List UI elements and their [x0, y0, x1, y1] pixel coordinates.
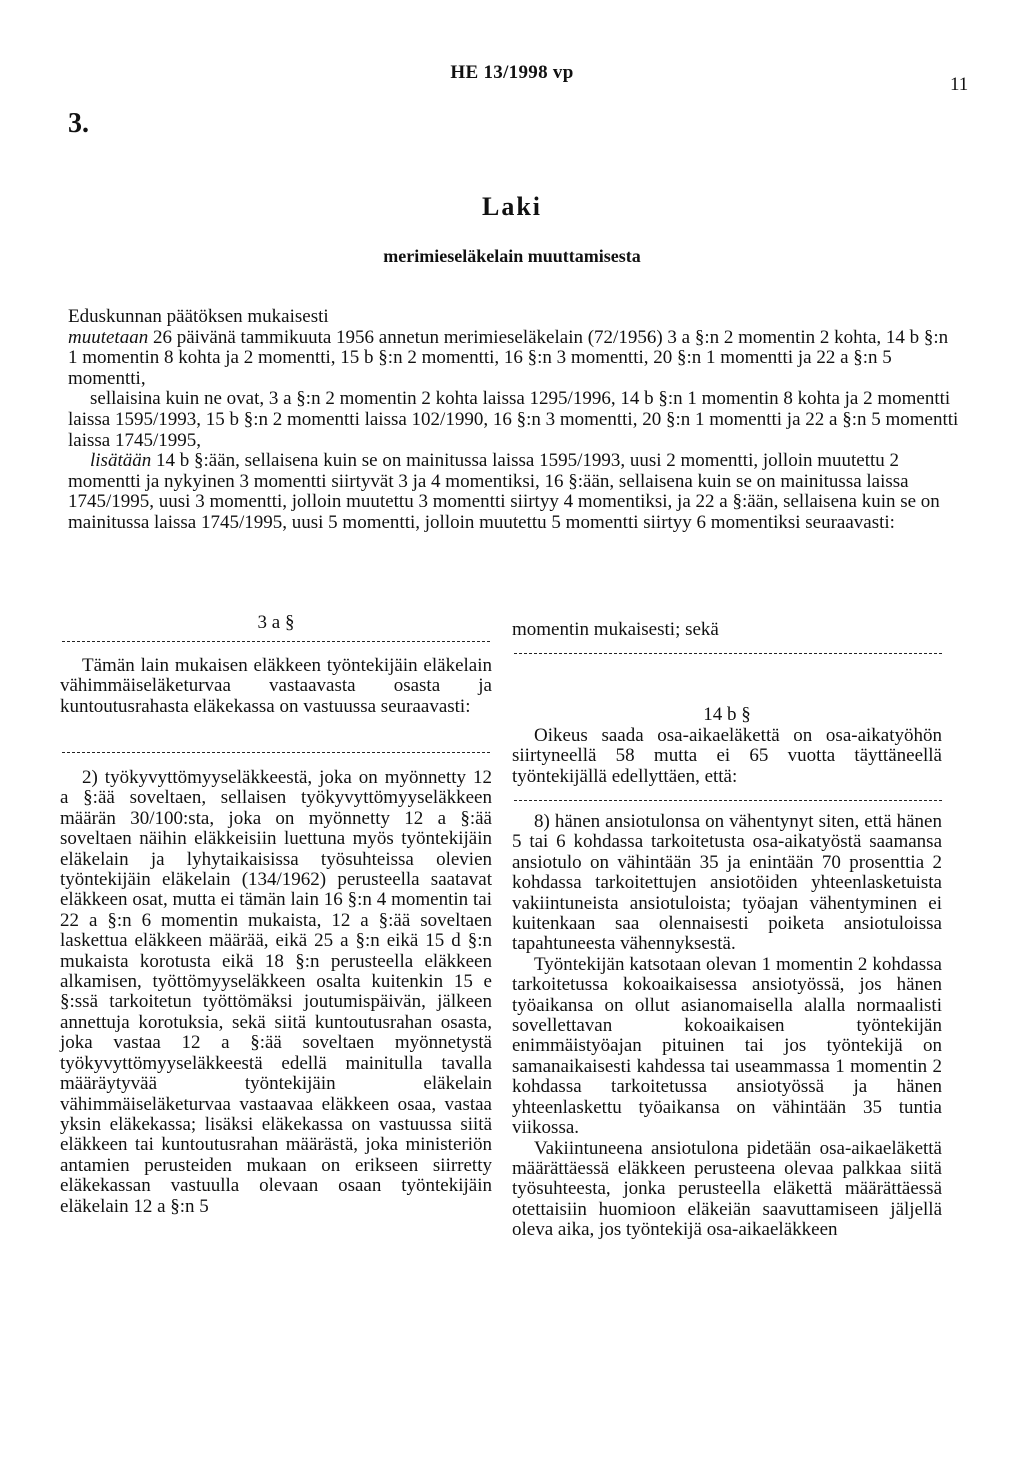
section-14b-paragraph-3: Vakiintuneena ansiotulona pidetään osa-aikaeläkettä määrättäessä eläkkeen perusteena olevaa palkkaa siitä työsuhteesta, jonka perusteella eläkettä määrättäessä otettaisiin huomioon eläkeiän saavuttamiseen jäljellä oleva aika, jos työntekijä osa-aikaeläkkeen — [512, 1137, 942, 1241]
preamble — [68, 307, 960, 534]
omission-divider — [62, 641, 490, 642]
page-number: 11 — [950, 74, 969, 95]
add-text: 14 b §:ään, sellaisena kuin se on mainitussa laissa 1595/1993, uusi 2 momentti, jolloin muutettu 2 momentti ja nykyinen 3 momentti siirtyvät 3 ja 4 momentiksi, 16 §:ään, sellaisena kuin se on mainitussa laissa 1745/1995, uusi 3 momentti, jolloin muutettu 3 momentti siirtyy 4 momentiksi, ja 22 a §:ään, sellaisena kuin se on mainitussa laissa 1745/1995, uusi 5 momentti, jolloin muutettu 5 momentti siirtyy 6 momentiksi seuraavasti: — [68, 450, 940, 533]
section-3a-intro — [60, 656, 492, 717]
law-title: Laki — [481, 192, 543, 221]
preamble-line: Eduskunnan päätöksen mukaisesti — [68, 306, 329, 327]
omission-divider — [62, 752, 490, 753]
omission-divider — [514, 653, 942, 654]
as-clause: sellaisina kuin ne ovat, 3 a §:n 2 momentin 2 kohta laissa 1295/1996, 14 b §:n 1 momentin 8 kohta ja 2 momentti laissa 1595/1993, 15 b §:n 2 momentti laissa 102/1990, 16 §:n 3 momentti, 20 §:n 1 momentti ja 22 a §:n 5 momentti laissa 1745/1995, — [68, 388, 959, 451]
add-keyword: lisätään — [90, 450, 152, 472]
amend-text: 26 päivänä tammikuuta 1956 annetun merimieseläkelain (72/1956) 3 a §:n 2 momentin 2 kohta, 14 b §:n 1 momentin 8 kohta ja 2 momentti, 15 b §:n 2 momentti, 16 §:n 3 momentti, 20 §:n 1 momentti ja 22 a §:n 5 momentti, — [68, 326, 949, 389]
section-3a-paragraph: Tämän lain mukaisen eläkkeen työntekijäin eläkelain vähimmäiseläketurvaa vastaavasta osasta ja kuntoutusrahasta eläkekassa on vastuussa seuraavasti: — [60, 655, 492, 717]
section-heading-14b: 14 b § — [703, 704, 751, 725]
omission-divider — [514, 800, 942, 801]
continuation-line — [512, 620, 942, 640]
section-heading-3a: 3 a § — [257, 612, 295, 633]
section-number: 3. — [68, 108, 89, 139]
amend-clause — [68, 328, 960, 390]
section-14b-paragraph-2: Työntekijän katsotaan olevan 1 momentin 2 kohdassa tarkoitetussa kokoaikaisessa ansiotyössä, jos hänen työaikansa on ollut asianomaisella alalla normaalisti sovellettavan kokoaikaisen työntekijän enimmäistyöajan pituinen tai jos työntekijä on samanaikaisesti kahdessa tai useammassa 1 momentin 2 kohdassa tarkoitetussa ansiotyössä ja hänen yhteenlaskettu työaikansa on vähintään 35 tuntia viikossa. — [512, 953, 942, 1139]
amend-keyword: muutetaan — [68, 326, 149, 348]
section-14b-paragraph: Oikeus saada osa-aikaeläkettä on osa-aikatyöhön siirtyneellä 58 mutta ei 65 vuotta täyttäneellä työntekijällä edellyttäen, että: — [512, 725, 942, 787]
section-3a-item-2 — [60, 768, 492, 1217]
add-clause — [68, 451, 960, 533]
section-14b-intro — [512, 726, 942, 787]
document-reference: HE 13/1998 vp — [450, 62, 574, 83]
section-14b-body — [512, 812, 942, 1241]
continuation-text: momentin mukaisesti; sekä — [512, 619, 719, 640]
section-3a-item-paragraph: 2) työkyvyttömyyseläkkeestä, joka on myönnetty 12 a §:ää soveltaen, sellaisen työkyvyttömyyseläkkeen määrän 30/100:sta, joka on myönnetty 12 a §:ää soveltaen näihin eläkkeisiin luettuna myös työntekijäin eläkelain ja lyhytaikaisissa työsuhteissa olevien työntekijäin eläkelain (134/1962) perusteella saatavat eläkkeen osat, mutta ei tämän lain 16 §:n 4 momentin tai 22 a §:n 6 momentin mukaista, 12 a §:ää soveltaen laskettua eläkkeen määrää, eikä 25 a §:n eikä 15 d §:n mukaista korotusta eikä 18 §:n perusteella eläkkeen alkamisen, työttömyyseläkkeen osalta kuitenkin 15 e §:ssä tarkoitetun työttömäksi joutumispäivän, jälkeen annettuja korotuksia, sekä siitä kuntoutusrahan osasta, joka vastaa 12 a §:ää soveltaen myönnetystä työkyvyttömyyseläkkeestä edellä mainitulla tavalla määräytyvää työntekijäin eläkelain vähimmäiseläketurvaa vastaavaa eläkkeen osaa, vastaa yksin eläkekassa; lisäksi eläkekassa on vastuussa siitä eläkkeen tai kuntoutusrahan määrästä, joka ministeriön antamien perusteiden mukaan on erikseen siirretty eläkekassan vastuulla olevaan osaan työntekijäin eläkelain 12 a §:n 5 — [60, 767, 492, 1217]
section-14b-item-8: 8) hänen ansiotulonsa on vähentynyt siten, että hänen 5 tai 6 kohdassa tarkoitetusta osa-aikatyöstä saamansa ansiotulo on vähintään 35 ja enintään 70 prosenttia 2 kohdassa tarkoitettujen ansiotöiden yhteenlasketuista vakiintuneista ansiotuloista; työajan vähentyminen ei kuitenkaan saa olennaisesti poiketa ansiotuloissa tapahtuneesta vähennyksestä. — [512, 811, 942, 955]
law-subtitle: merimieseläkelain muuttamisesta — [383, 246, 641, 266]
